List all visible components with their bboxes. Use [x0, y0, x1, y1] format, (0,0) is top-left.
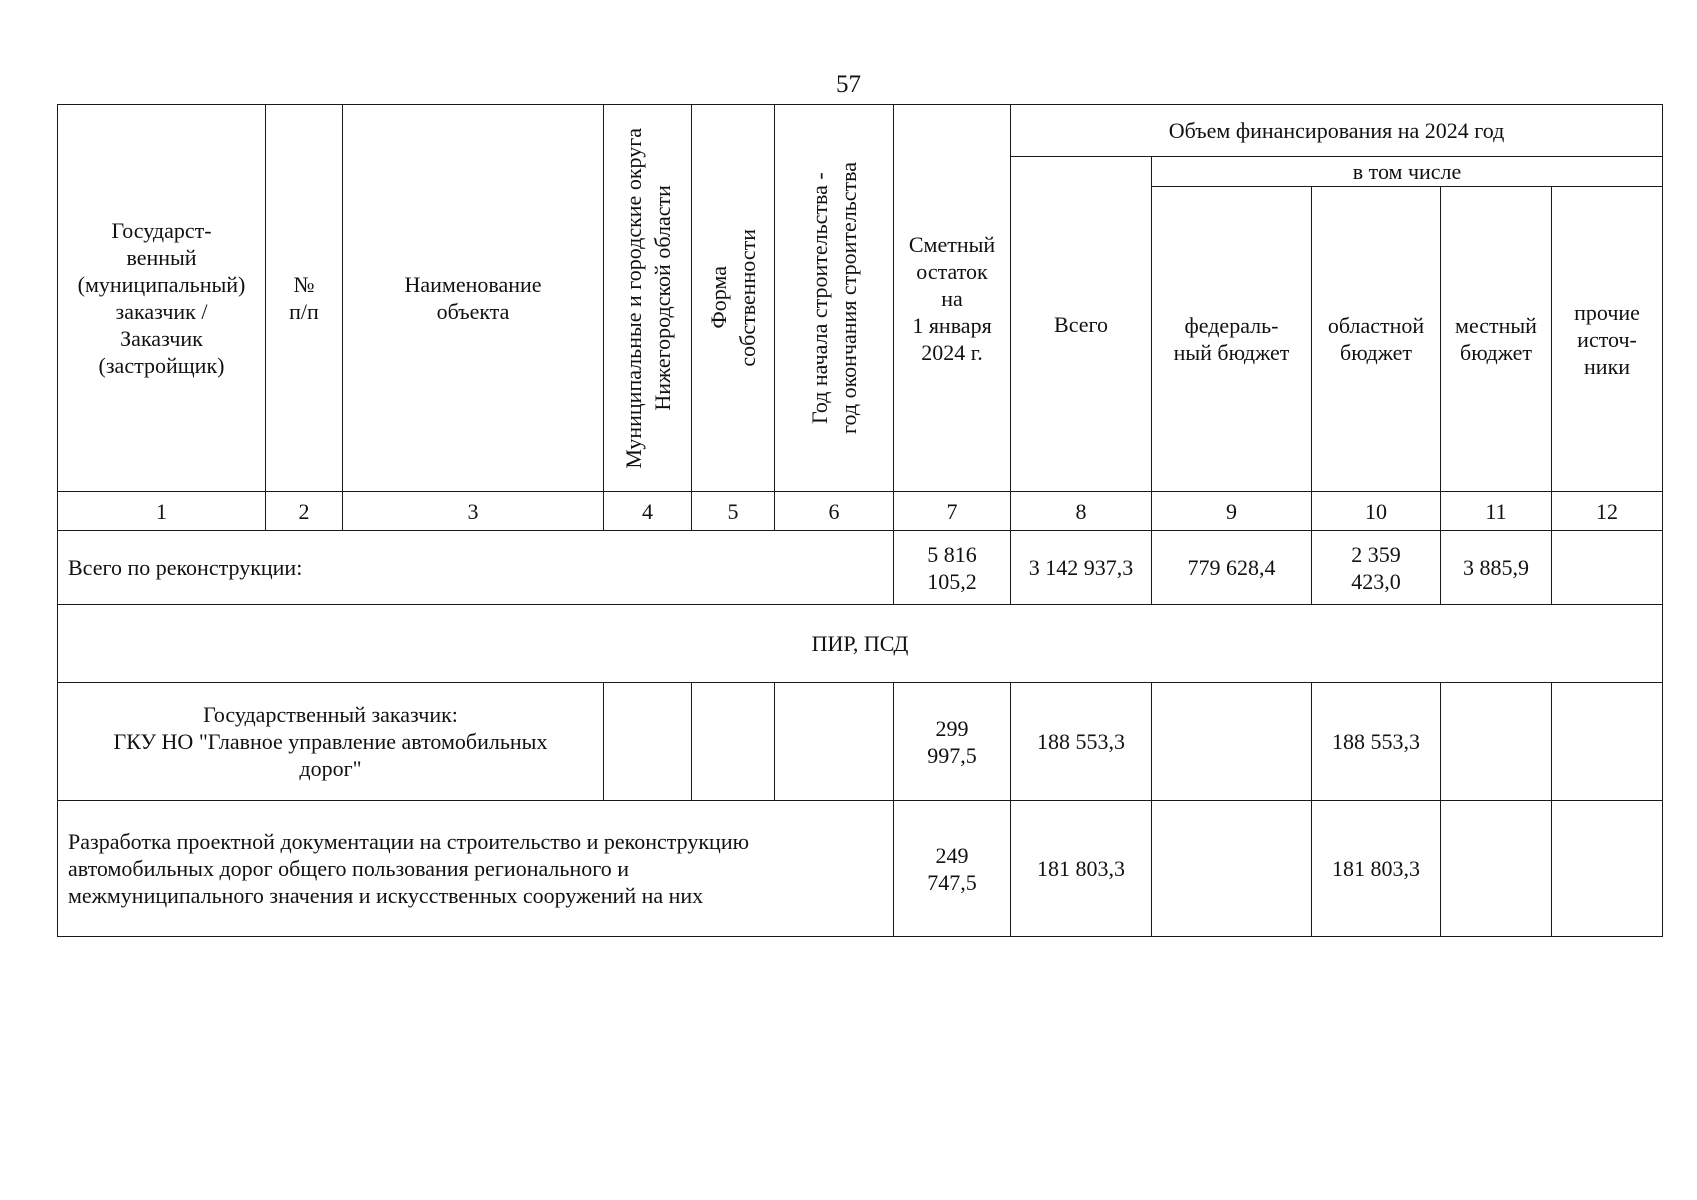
- header-federal: федераль- ный бюджет: [1152, 187, 1312, 492]
- header-local: местный бюджет: [1441, 187, 1552, 492]
- column-number: 1: [58, 492, 266, 531]
- header-including: в том числе: [1152, 157, 1663, 187]
- customer-federal: [1152, 683, 1312, 801]
- customer-regional: 188 553,3: [1312, 683, 1441, 801]
- section-label: ПИР, ПСД: [58, 605, 1663, 683]
- column-number: 7: [894, 492, 1011, 531]
- header-financing-title: Объем финансирования на 2024 год: [1011, 105, 1663, 157]
- total-reconstruction-label: Всего по реконструкции:: [58, 531, 894, 605]
- customer-local: [1441, 683, 1552, 801]
- customer-years: [775, 683, 894, 801]
- column-number: 9: [1152, 492, 1312, 531]
- total-reconstruction-regional: 2 359 423,0: [1312, 531, 1441, 605]
- header-years: [775, 105, 894, 492]
- column-number: 4: [604, 492, 692, 531]
- customer-total: 188 553,3: [1011, 683, 1152, 801]
- financing-table: [57, 104, 1663, 937]
- design-local: [1441, 801, 1552, 937]
- column-number: 12: [1552, 492, 1663, 531]
- design-other: [1552, 801, 1663, 937]
- design-row: [58, 801, 1663, 937]
- total-reconstruction-row: [58, 531, 1663, 605]
- column-number: 5: [692, 492, 775, 531]
- column-number: 8: [1011, 492, 1152, 531]
- customer-label: Государственный заказчик: ГКУ НО "Главное управление автомобильных дорог": [58, 683, 604, 801]
- header-municipality-text: Муниципальные и городские округа Нижегородской области: [620, 127, 675, 469]
- section-row: [58, 605, 1663, 683]
- page-number: 57: [836, 71, 861, 98]
- column-number-row: [58, 492, 1663, 531]
- total-reconstruction-local: 3 885,9: [1441, 531, 1552, 605]
- column-number: 6: [775, 492, 894, 531]
- header-years-text: Год начала строительства - год окончания строительства: [807, 162, 861, 434]
- design-estimate: 249 747,5: [894, 801, 1011, 937]
- header-ownership-text: Форма собственности: [706, 229, 760, 367]
- header-ownership: [692, 105, 775, 492]
- design-total: 181 803,3: [1011, 801, 1152, 937]
- header-municipality: [604, 105, 692, 492]
- total-reconstruction-federal: 779 628,4: [1152, 531, 1312, 605]
- design-federal: [1152, 801, 1312, 937]
- total-reconstruction-other: [1552, 531, 1663, 605]
- column-number: 2: [266, 492, 343, 531]
- header-estimate-remainder: Сметный остаток на 1 января 2024 г.: [894, 105, 1011, 492]
- customer-row: [58, 683, 1663, 801]
- design-label: Разработка проектной документации на строительство и реконструкцию автомобильных дорог общего пользования регионального и межмуниципального значения и искусственных сооружений на них: [58, 801, 894, 937]
- header-other: прочие источ- ники: [1552, 187, 1663, 492]
- column-number: 3: [343, 492, 604, 531]
- header-customer: Государст- венный (муниципальный) заказчик / Заказчик (застройщик): [58, 105, 266, 492]
- design-regional: 181 803,3: [1312, 801, 1441, 937]
- header-number: № п/п: [266, 105, 343, 492]
- header-regional: областной бюджет: [1312, 187, 1441, 492]
- header-total: Всего: [1011, 157, 1152, 492]
- total-reconstruction-total: 3 142 937,3: [1011, 531, 1152, 605]
- column-number: 10: [1312, 492, 1441, 531]
- customer-ownership: [692, 683, 775, 801]
- total-reconstruction-estimate: 5 816 105,2: [894, 531, 1011, 605]
- column-number: 11: [1441, 492, 1552, 531]
- customer-other: [1552, 683, 1663, 801]
- customer-estimate: 299 997,5: [894, 683, 1011, 801]
- customer-municipality: [604, 683, 692, 801]
- header-object-name: Наименование объекта: [343, 105, 604, 492]
